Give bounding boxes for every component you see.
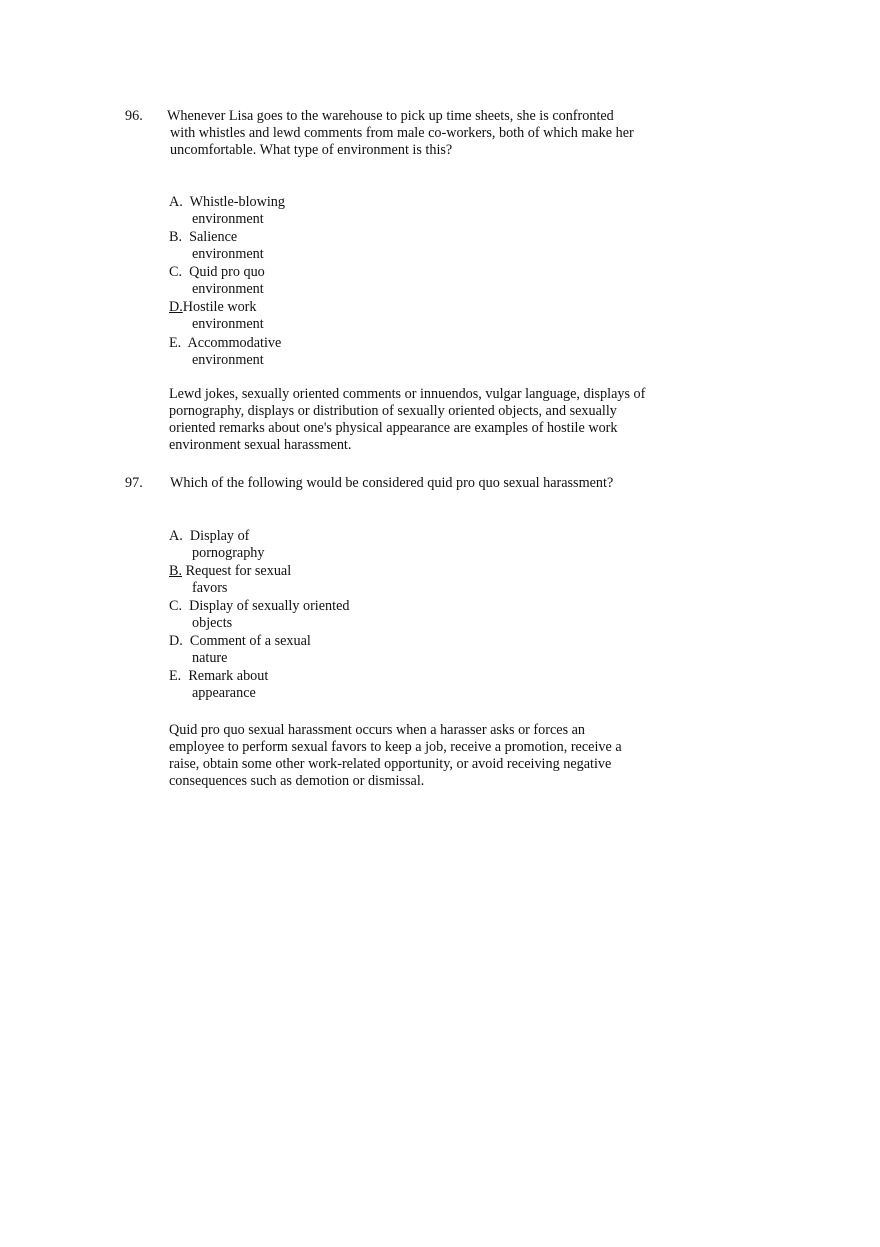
question-stem — [170, 475, 670, 492]
explanation-line: Quid pro quo sexual harassment occurs when a harasser asks or forces an — [169, 722, 586, 738]
stem-line: uncomfortable. What type of environment is this? — [170, 142, 453, 158]
question-number: 96. — [125, 108, 143, 124]
answer-option-e — [169, 668, 268, 702]
option-letter: D. — [169, 633, 183, 649]
option-letter: A. — [169, 194, 183, 210]
explanation-line: consequences such as demotion or dismissal. — [169, 773, 425, 789]
option-text: Salience — [189, 229, 238, 245]
option-text-cont: objects — [192, 615, 233, 631]
answer-option-d — [169, 633, 311, 667]
explanation-line: employee to perform sexual favors to keep a job, receive a promotion, receive a — [169, 739, 622, 755]
option-text: Quid pro quo — [189, 264, 265, 280]
option-text-cont: environment — [192, 281, 264, 297]
option-text: Display of — [189, 528, 250, 544]
answer-option-b-correct — [169, 563, 291, 597]
explanation-line: oriented remarks about one's physical appearance are examples of hostile work — [169, 420, 618, 436]
option-letter: E. — [169, 335, 182, 351]
answer-explanation — [169, 722, 669, 790]
option-text-cont: favors — [192, 580, 228, 596]
option-text: Request for sexual — [185, 563, 292, 579]
option-letter: B. — [169, 229, 183, 245]
option-text-cont: environment — [192, 246, 264, 262]
explanation-line: raise, obtain some other work-related opportunity, or avoid receiving negative — [169, 756, 612, 772]
option-text: Comment of a sexual — [189, 633, 311, 649]
stem-line: Whenever Lisa goes to the warehouse to pick up time sheets, she is confronted — [167, 108, 614, 124]
option-letter-correct: D. — [169, 299, 183, 315]
answer-option-e — [169, 335, 281, 369]
option-letter: E. — [169, 668, 182, 684]
option-letter: C. — [169, 598, 183, 614]
stem-line: with whistles and lewd comments from male co-workers, both of which make her — [170, 125, 634, 141]
option-text: Hostile work — [182, 299, 257, 315]
option-text-cont: appearance — [192, 685, 256, 701]
stem-line: Which of the following would be considered quid pro quo sexual harassment? — [170, 475, 614, 491]
option-text: Display of sexually oriented — [189, 598, 350, 614]
option-letter: A. — [169, 528, 183, 544]
option-text-cont: environment — [192, 316, 264, 332]
explanation-line: pornography, displays or distribution of sexually oriented objects, and sexually — [169, 403, 617, 419]
option-text-cont: environment — [192, 352, 264, 368]
answer-explanation — [169, 386, 669, 454]
question-number: 97. — [125, 475, 143, 491]
option-letter: C. — [169, 264, 183, 280]
option-text: Whistle-blowing — [189, 194, 285, 210]
question-stem — [167, 108, 670, 159]
option-letter-correct: B. — [169, 563, 183, 579]
answer-option-c — [169, 264, 265, 298]
option-text-cont: environment — [192, 211, 264, 227]
answer-option-a — [169, 194, 285, 228]
option-text-cont: nature — [192, 650, 228, 666]
option-text: Remark about — [188, 668, 269, 684]
answer-option-b — [169, 229, 264, 263]
explanation-line: Lewd jokes, sexually oriented comments or innuendos, vulgar language, displays of — [169, 386, 646, 402]
answer-option-d-correct — [169, 299, 264, 333]
option-text-cont: pornography — [192, 545, 265, 561]
answer-option-a — [169, 528, 265, 562]
option-text: Accommodative — [187, 335, 282, 351]
answer-option-c — [169, 598, 349, 632]
explanation-line: environment sexual harassment. — [169, 437, 352, 453]
